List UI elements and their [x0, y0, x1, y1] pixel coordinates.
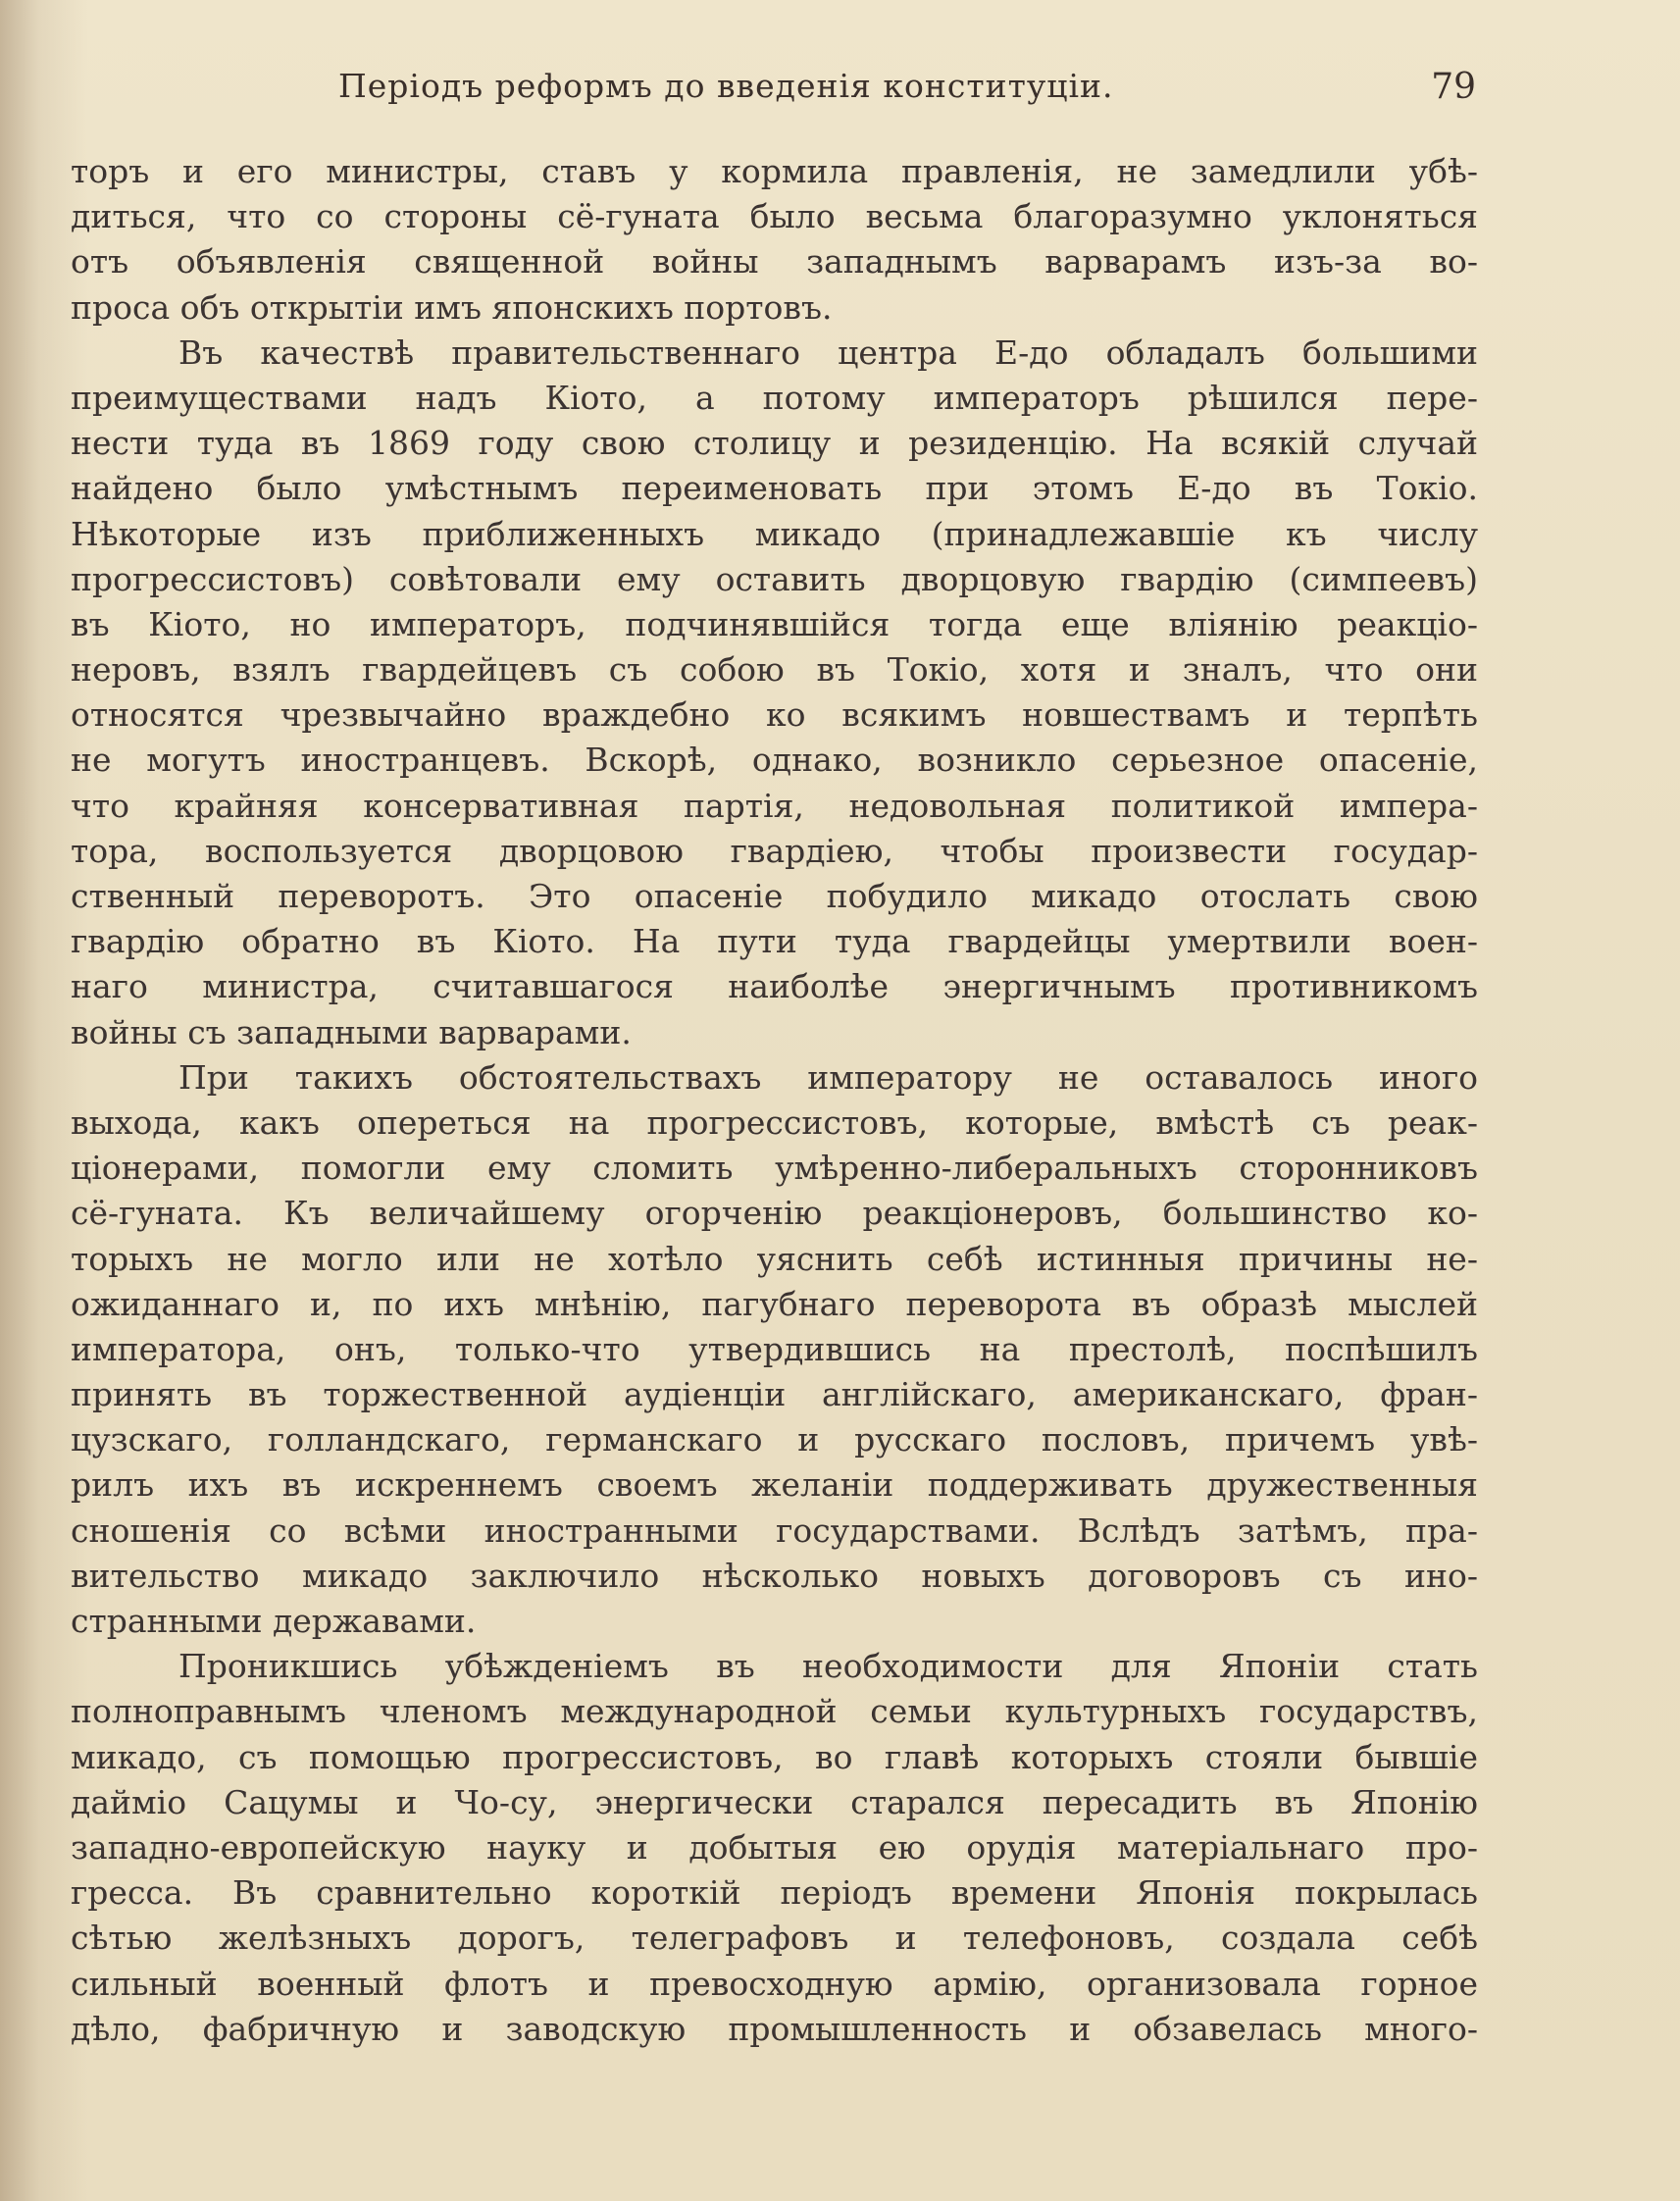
text-line: дѣло, фабричную и заводскую промышленность и обзавелась много-	[71, 2009, 1478, 2048]
text-line: не могутъ иностранцевъ. Вскорѣ, однако, возникло серьезное опасеніе,	[71, 741, 1478, 780]
text-line: найдено было умѣстнымъ переименовать при этомъ Е-до въ Токіо.	[71, 469, 1478, 508]
text-line: сильный военный флотъ и превосходную армію, организовала горное	[71, 1964, 1478, 2003]
running-title: Періодъ реформъ до введенія конституціи.	[338, 67, 1114, 105]
text-line: рилъ ихъ въ искреннемъ своемъ желаніи поддерживать дружественныя	[71, 1465, 1478, 1505]
body-text	[71, 149, 1478, 2052]
text-line: вительство микадо заключило нѣсколько новыхъ договоровъ съ ино-	[71, 1556, 1478, 1595]
text-line: въ Кіото, но императоръ, подчинявшійся тогда еще вліянію реакціо-	[71, 604, 1478, 643]
text-line: сё-гуната. Къ величайшему огорченію реакціонеровъ, большинство ко-	[71, 1194, 1478, 1233]
text-line: преимуществами надъ Кіото, а потому императоръ рѣшился пере-	[71, 378, 1478, 417]
text-line: микадо, съ помощью прогрессистовъ, во главѣ которыхъ стояли бывшіе	[71, 1737, 1478, 1776]
text-line: гресса. Въ сравнительно короткій періодъ времени Японія покрылась	[71, 1873, 1478, 1913]
text-line: При такихъ обстоятельствахъ императору не оставалось иного	[178, 1057, 1478, 1097]
text-line: наго министра, считавшагося наиболѣе энергичнымъ противникомъ	[71, 967, 1478, 1006]
text-line: войны съ западными варварами.	[71, 1012, 632, 1051]
text-line: неровъ, взялъ гвардейцевъ съ собою въ Токіо, хотя и зналъ, что они	[71, 650, 1478, 690]
text-line: дайміо Сацумы и Чо-су, энергически старался пересадить въ Японію	[71, 1782, 1478, 1821]
text-line: сѣтью желѣзныхъ дорогъ, телеграфовъ и телефоновъ, создала себѣ	[71, 1919, 1478, 1958]
text-line: западно-европейскую науку и добытыя ею орудія матеріальнаго про-	[71, 1827, 1478, 1867]
text-line: ціонерами, помогли ему сломить умѣренно-либеральныхъ сторонниковъ	[71, 1149, 1478, 1188]
text-line: гвардію обратно въ Кіото. На пути туда гвардейцы умертвили воен-	[71, 922, 1478, 961]
text-line: ожиданнаго и, по ихъ мнѣнію, пагубнаго переворота въ образѣ мыслей	[71, 1284, 1478, 1323]
text-line: торыхъ не могло или не хотѣло уяснить себѣ истинныя причины не-	[71, 1239, 1478, 1278]
text-line: торъ и его министры, ставъ у кормила правленія, не замедлили убѣ-	[71, 152, 1478, 190]
text-line: выхода, какъ опереться на прогрессистовъ, которые, вмѣстѣ съ реак-	[71, 1102, 1478, 1142]
text-line: императора, онъ, только-что утвердившись на престолѣ, поспѣшилъ	[71, 1329, 1478, 1368]
text-line: Нѣкоторые изъ приближенныхъ микадо (принадлежавшіе къ числу	[71, 514, 1478, 553]
text-line: ственный переворотъ. Это опасеніе побудило микадо отослать свою	[71, 877, 1478, 915]
text-line: относятся чрезвычайно враждебно ко всякимъ новшествамъ и терпѣть	[71, 695, 1478, 735]
text-line: тора, воспользуется дворцовою гвардіею, чтобы произвести государ-	[71, 831, 1478, 870]
page-number: 79	[1431, 67, 1476, 107]
text-line: отъ объявленія священной войны западнымъ варварамъ изъ-за во-	[71, 242, 1478, 282]
text-line: диться, что со стороны сё-гуната было весьма благоразумно уклоняться	[71, 197, 1478, 236]
text-line: принять въ торжественной аудіенціи англійскаго, американскаго, фран-	[71, 1375, 1478, 1414]
text-line: сношенія со всѣми иностранными государствами. Вслѣдъ затѣмъ, пра-	[71, 1510, 1478, 1550]
text-line: Въ качествѣ правительственнаго центра Е-до обладалъ большими	[178, 333, 1478, 372]
text-line: нести туда въ 1869 году свою столицу и резиденцію. На всякій случай	[71, 424, 1478, 463]
text-line: проса объ открытіи имъ японскихъ портовъ.	[71, 287, 833, 327]
text-line: полноправнымъ членомъ международной семьи культурныхъ государствъ,	[71, 1692, 1478, 1731]
text-line: цузскаго, голландскаго, германскаго и русскаго пословъ, причемъ увѣ-	[71, 1420, 1478, 1459]
text-line: что крайняя консервативная партія, недовольная политикой импера-	[71, 786, 1478, 825]
page-header	[338, 67, 1476, 116]
text-line: прогрессистовъ) совѣтовали ему оставить дворцовую гвардію (симпеевъ)	[71, 559, 1478, 598]
text-line: странными державами.	[71, 1602, 477, 1640]
text-line: Проникшись убѣжденіемъ въ необходимости для Японіи стать	[178, 1647, 1478, 1686]
